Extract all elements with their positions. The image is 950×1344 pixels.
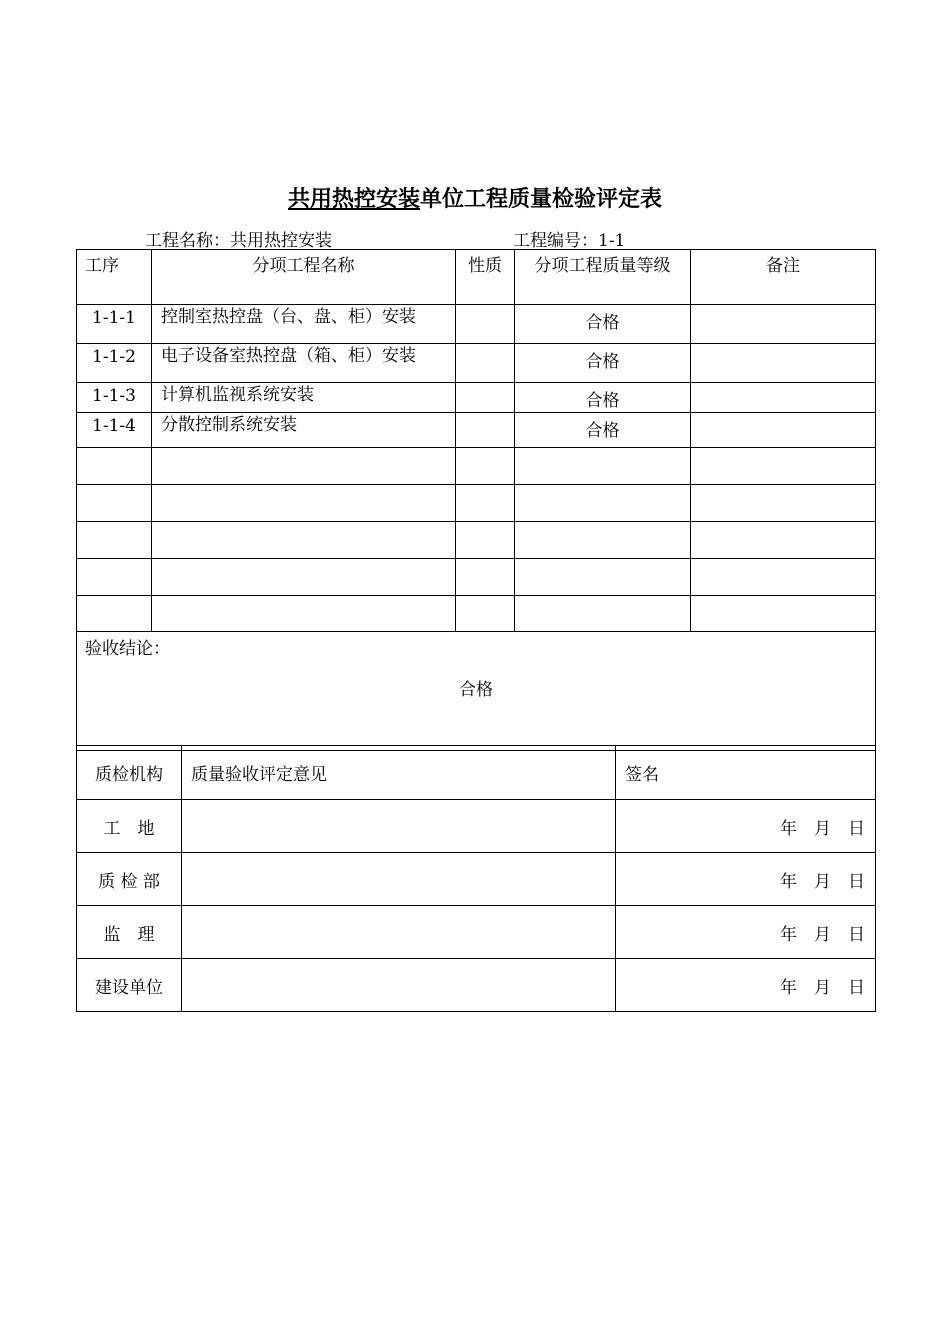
signature-row xyxy=(77,959,876,1012)
empty-row xyxy=(77,448,876,485)
table-header xyxy=(77,250,876,305)
row-name: 控制室热控盘（台、盘、柜）安装 xyxy=(152,305,456,344)
header-sub-name: 分项工程名称 xyxy=(152,250,456,305)
conclusion-value: 合格 xyxy=(459,680,493,700)
row-grade: 合格 xyxy=(515,413,691,448)
row-remark xyxy=(691,413,876,448)
header-remark: 备注 xyxy=(691,250,876,305)
opinion-cell xyxy=(182,906,616,959)
signature-header xyxy=(77,746,876,800)
empty-row xyxy=(77,559,876,596)
row-grade: 合格 xyxy=(515,305,691,344)
date-cell: 年 月 日 xyxy=(616,853,876,906)
header-nature: 性质 xyxy=(456,250,515,305)
signature-row xyxy=(77,906,876,959)
org-supervisor: 监 理 xyxy=(77,906,182,959)
org-qc-dept: 质 检 部 xyxy=(77,853,182,906)
table-row xyxy=(77,413,876,448)
opinion-cell xyxy=(182,959,616,1012)
date-cell: 年 月 日 xyxy=(616,959,876,1012)
table-row xyxy=(77,383,876,413)
signature-table xyxy=(76,745,876,1012)
table-row xyxy=(77,344,876,383)
header-signature: 签名 xyxy=(616,746,876,800)
empty-row xyxy=(77,596,876,632)
row-remark xyxy=(691,344,876,383)
project-number: 工程编号：1-1 xyxy=(513,231,626,251)
row-name: 分散控制系统安装 xyxy=(152,413,456,448)
header-opinion: 质量验收评定意见 xyxy=(182,746,616,800)
row-grade: 合格 xyxy=(515,383,691,413)
header-quality: 分项工程质量等级 xyxy=(515,250,691,305)
opinion-cell xyxy=(182,800,616,853)
row-nature xyxy=(456,305,515,344)
date-cell: 年 月 日 xyxy=(616,906,876,959)
title-form-name: 单位工程质量检验评定表 xyxy=(420,186,663,212)
row-remark xyxy=(691,305,876,344)
date-cell: 年 月 日 xyxy=(616,800,876,853)
empty-row xyxy=(77,522,876,559)
row-name: 电子设备室热控盘（箱、柜）安装 xyxy=(152,344,456,383)
org-owner: 建设单位 xyxy=(77,959,182,1012)
row-name: 计算机监视系统安装 xyxy=(152,383,456,413)
conclusion-cell xyxy=(77,632,876,751)
conclusion-label: 验收结论： xyxy=(85,639,170,659)
table-row xyxy=(77,305,876,344)
row-seq: 1-1-4 xyxy=(77,413,152,448)
opinion-cell xyxy=(182,853,616,906)
row-nature xyxy=(456,383,515,413)
row-seq: 1-1-1 xyxy=(77,305,152,344)
row-nature xyxy=(456,344,515,383)
signature-row xyxy=(77,800,876,853)
evaluation-table xyxy=(76,249,876,751)
title-project: 共用热控安装 xyxy=(287,186,420,212)
header-seq: 工序 xyxy=(77,250,152,305)
conclusion-row xyxy=(77,632,876,751)
row-nature xyxy=(456,413,515,448)
row-remark xyxy=(691,383,876,413)
project-name: 工程名称：共用热控安装 xyxy=(145,231,332,251)
row-grade: 合格 xyxy=(515,344,691,383)
row-seq: 1-1-3 xyxy=(77,383,152,413)
org-site: 工 地 xyxy=(77,800,182,853)
header-qc-org: 质检机构 xyxy=(77,746,182,800)
document-title xyxy=(0,182,950,213)
empty-row xyxy=(77,485,876,522)
row-seq: 1-1-2 xyxy=(77,344,152,383)
signature-row xyxy=(77,853,876,906)
